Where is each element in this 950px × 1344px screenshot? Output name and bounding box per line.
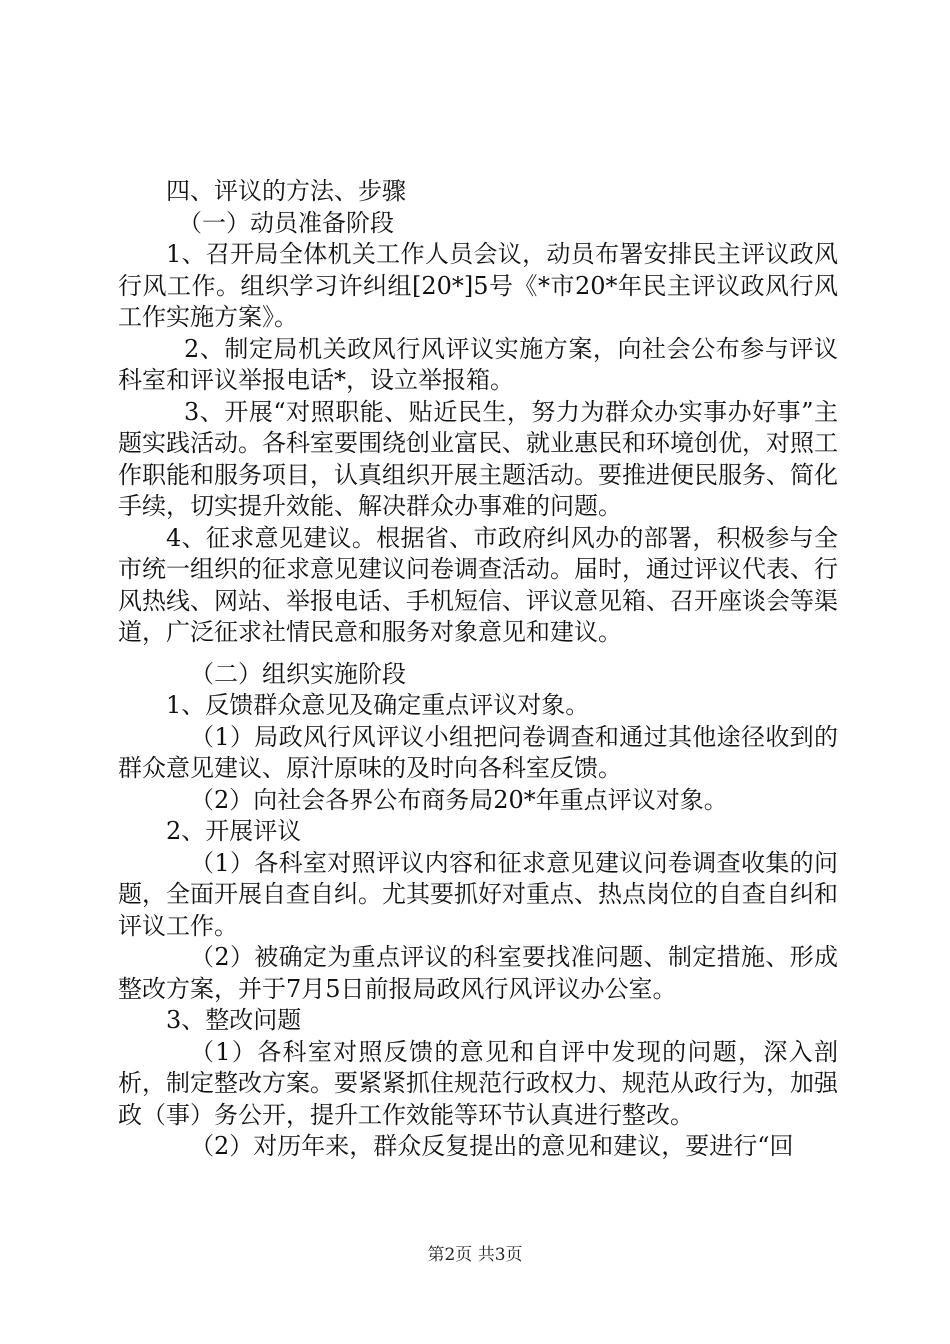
section-heading: 四、评议的方法、步骤 bbox=[166, 177, 406, 205]
document-body bbox=[118, 176, 838, 1163]
paragraph: （1）各科室对照反馈的意见和自评中发现的问题，深入剖析，制定整改方案。要紧紧抓住规范行政权力、规范从政行为，加强政（事）务公开，提升工作效能等环节认真进行整改。 bbox=[118, 1037, 838, 1129]
subsection-heading: （一）动员准备阶段 bbox=[178, 208, 394, 237]
paragraph: 3、开展“对照职能、贴近民生，努力为群众办实事办好事”主题实践活动。各科室要围绕创业富民、就业惠民和环境创优，对照工作职能和服务项目，认真组织开展主题活动。要推进便民服务、简化手续，切实提升效能、解决群众办事难的问题。 bbox=[118, 397, 838, 520]
paragraph: 1、召开局全体机关工作人员会议，动员布署安排民主评议政风行风工作。组织学习许纠组[20*]5号《*市20*年民主评议政风行风工作实施方案》。 bbox=[118, 240, 838, 331]
paragraph: （2）对历年来，群众反复提出的意见和建议，要进行“回 bbox=[190, 1132, 794, 1160]
paragraph: （1）各科室对照评议内容和征求意见建议问卷调查收集的问题，全面开展自查自纠。尤其要抓好对重点、热点岗位的自查自纠和评议工作。 bbox=[118, 848, 838, 940]
paragraph: （1）局政风行风评议小组把问卷调查和通过其他途径收到的群众意见建议、原汁原味的及时向各科室反馈。 bbox=[118, 722, 838, 782]
paragraph: 4、征求意见建议。根据省、市政府纠风办的部署，积极参与全市统一组织的征求意见建议问卷调查活动。届时，通过评议代表、行风热线、网站、举报电话、手机短信、评议意见箱、召开座谈会等渠道，广泛征求社情民意和服务对象意见和建议。 bbox=[118, 523, 838, 646]
paragraph-heading: 3、整改问题 bbox=[166, 1006, 302, 1034]
paragraph: （2）向社会各界公布商务局20*年重点评议对象。 bbox=[190, 785, 728, 814]
page-number: 第2页 共3页 bbox=[427, 1245, 523, 1265]
paragraph: 2、制定局机关政风行风评议实施方案，向社会公布参与评议科室和评议举报电话*，设立举报箱。 bbox=[118, 334, 838, 394]
paragraph: （2）被确定为重点评议的科室要找准问题、制定措施、形成整改方案，并于7月5日前报局政风行风评议办公室。 bbox=[118, 943, 838, 1003]
subsection-heading: （二）组织实施阶段 bbox=[190, 659, 406, 688]
paragraph-heading: 2、开展评议 bbox=[166, 817, 302, 845]
paragraph: 1、反馈群众意见及确定重点评议对象。 bbox=[166, 691, 590, 719]
